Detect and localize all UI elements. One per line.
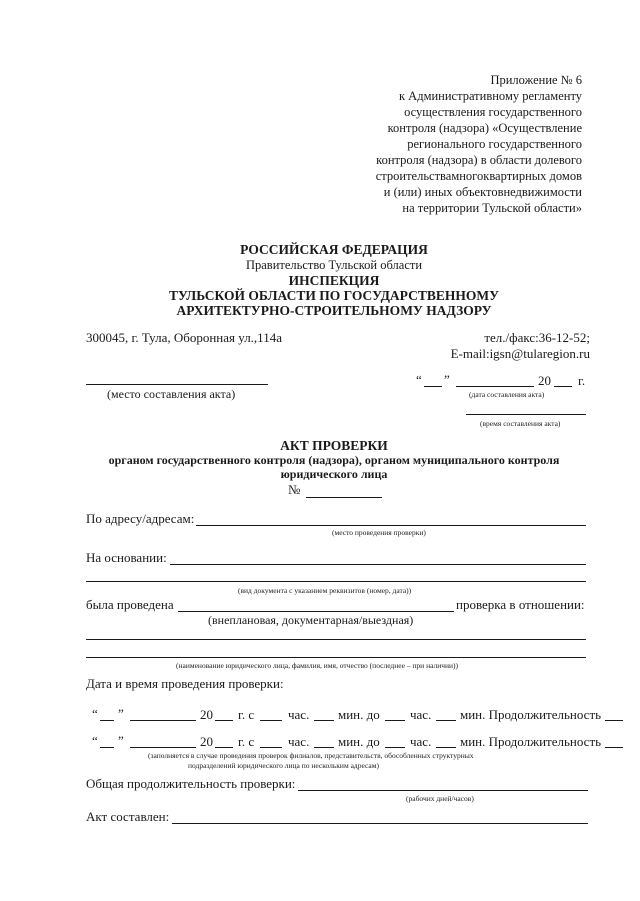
- compiled-by-field[interactable]: [172, 823, 588, 824]
- datetime-label: Дата и время проведения проверки:: [86, 676, 284, 691]
- conducted-suffix: проверка в отношении:: [456, 597, 585, 612]
- row2-min-to-label: мин. до: [338, 734, 380, 749]
- row1-min-from-field[interactable]: [314, 720, 334, 721]
- row1-duration-label: мин. Продолжительность: [460, 707, 602, 722]
- entity-field-line-1[interactable]: [86, 639, 586, 640]
- act-title: АКТ ПРОВЕРКИ: [280, 438, 388, 453]
- row1-day-field[interactable]: [100, 720, 114, 721]
- appendix-line: регионального государственного: [407, 137, 582, 151]
- government-name: Правительство Тульской области: [245, 258, 423, 272]
- act-subtitle-1: органом государственного контроля (надзора), органом муниципального контроля: [108, 453, 560, 467]
- date-quote-close: ”: [444, 372, 450, 387]
- row2-hours2-label: час.: [410, 734, 432, 749]
- basis-field-line-1[interactable]: [170, 564, 586, 565]
- basis-field-line-2[interactable]: [86, 581, 586, 582]
- total-duration-label: Общая продолжительность проверки:: [86, 776, 296, 791]
- org-phone: тел./факс:36-12-52;: [484, 330, 590, 345]
- org-name-line2: АРХИТЕКТУРНО-СТРОИТЕЛЬНОМУ НАДЗОРУ: [176, 303, 492, 318]
- row2-duration-field[interactable]: [605, 747, 623, 748]
- row1-quote-open: “: [92, 706, 98, 721]
- conducted-label: была проведена: [86, 597, 174, 612]
- place-caption: (место составления акта): [107, 387, 236, 401]
- date-year-suffix: г.: [578, 373, 586, 388]
- row2-month-field[interactable]: [130, 747, 196, 748]
- total-duration-caption: (рабочих дней/часов): [406, 794, 474, 803]
- appendix-line: строительствамногоквартирных домов: [375, 169, 582, 183]
- entity-caption: (наименование юридического лица, фамилия, имя, отчество (последнее – при наличии)): [176, 661, 459, 670]
- row1-min-to-label: мин. до: [338, 707, 380, 722]
- row1-year-field[interactable]: [215, 720, 233, 721]
- appendix-line: на территории Тульской области»: [402, 201, 582, 215]
- row2-from-label: г. с: [238, 734, 255, 749]
- act-number-field[interactable]: [306, 497, 382, 498]
- row2-quote-close: ”: [118, 733, 124, 748]
- basis-label: На основании:: [86, 550, 167, 565]
- appendix-block: [376, 72, 582, 216]
- inspection-title: ИНСПЕКЦИЯ: [288, 273, 380, 288]
- type-caption: (внеплановая, документарная/выездная): [208, 613, 414, 627]
- compiled-by-label: Акт составлен:: [86, 809, 170, 824]
- appendix-line: и (или) иных объектовнедвижимости: [383, 185, 582, 199]
- row1-month-field[interactable]: [130, 720, 196, 721]
- row1-hour-from-field[interactable]: [260, 720, 282, 721]
- row1-hours-label: час.: [288, 707, 310, 722]
- appendix-line: Приложение № 6: [490, 73, 582, 87]
- branch-caption-1: (заполняется в случае проведения проверок филиалов, представительств, обособленных структурных: [148, 751, 474, 760]
- entity-field-line-2[interactable]: [86, 657, 586, 658]
- row1-duration-field[interactable]: [605, 720, 623, 721]
- row1-hour-to-field[interactable]: [385, 720, 405, 721]
- date-quote-open: “: [416, 372, 422, 387]
- act-number-label: №: [288, 482, 301, 497]
- row2-quote-open: “: [92, 733, 98, 748]
- row1-quote-close: ”: [118, 706, 124, 721]
- date-day-field[interactable]: [424, 386, 442, 387]
- org-email[interactable]: E-mail:igsn@tularegion.ru: [450, 346, 590, 361]
- row1-year-prefix: 20: [200, 707, 213, 722]
- date-caption: (дата составления акта): [469, 390, 545, 399]
- row2-hours-label: час.: [288, 734, 310, 749]
- row2-year-prefix: 20: [200, 734, 213, 749]
- date-month-field[interactable]: [456, 386, 534, 387]
- appendix-line: контроля (надзора) в области долевого: [376, 153, 582, 167]
- appendix-line: контроля (надзора) «Осуществление: [387, 121, 582, 135]
- address-label: По адресу/адресам:: [86, 511, 195, 526]
- country-title: РОССИЙСКАЯ ФЕДЕРАЦИЯ: [240, 242, 428, 257]
- date-year-field[interactable]: [554, 386, 572, 387]
- row2-hour-from-field[interactable]: [260, 747, 282, 748]
- time-caption: (время составления акта): [480, 419, 561, 428]
- appendix-line: к Административному регламенту: [398, 89, 582, 103]
- org-name-line1: ТУЛЬСКОЙ ОБЛАСТИ ПО ГОСУДАРСТВЕННОМУ: [169, 288, 499, 303]
- branch-caption-2: подразделений юридического лица по нескольким адресам): [188, 761, 379, 770]
- org-address: 300045, г. Тула, Оборонная ул.,114а: [86, 330, 282, 345]
- row2-hour-to-field[interactable]: [385, 747, 405, 748]
- row2-min-from-field[interactable]: [314, 747, 334, 748]
- address-field-line[interactable]: [196, 525, 586, 526]
- row1-min-to-field[interactable]: [436, 720, 456, 721]
- conducted-type-field[interactable]: [178, 611, 454, 612]
- total-duration-field[interactable]: [298, 790, 588, 791]
- row2-day-field[interactable]: [100, 747, 114, 748]
- row1-from-label: г. с: [238, 707, 255, 722]
- date-year-prefix: 20: [538, 373, 551, 388]
- row2-min-to-field[interactable]: [436, 747, 456, 748]
- row2-year-field[interactable]: [215, 747, 233, 748]
- act-subtitle-2: юридического лица: [280, 467, 388, 481]
- address-caption: (место проведения проверки): [332, 528, 426, 537]
- place-field-line[interactable]: [86, 384, 268, 385]
- basis-caption: (вид документа с указанием реквизитов (номер, дата)): [238, 586, 412, 595]
- row1-hours2-label: час.: [410, 707, 432, 722]
- appendix-line: осуществления государственного: [404, 105, 582, 119]
- time-field-line[interactable]: [466, 414, 586, 415]
- row2-duration-label: мин. Продолжительность: [460, 734, 602, 749]
